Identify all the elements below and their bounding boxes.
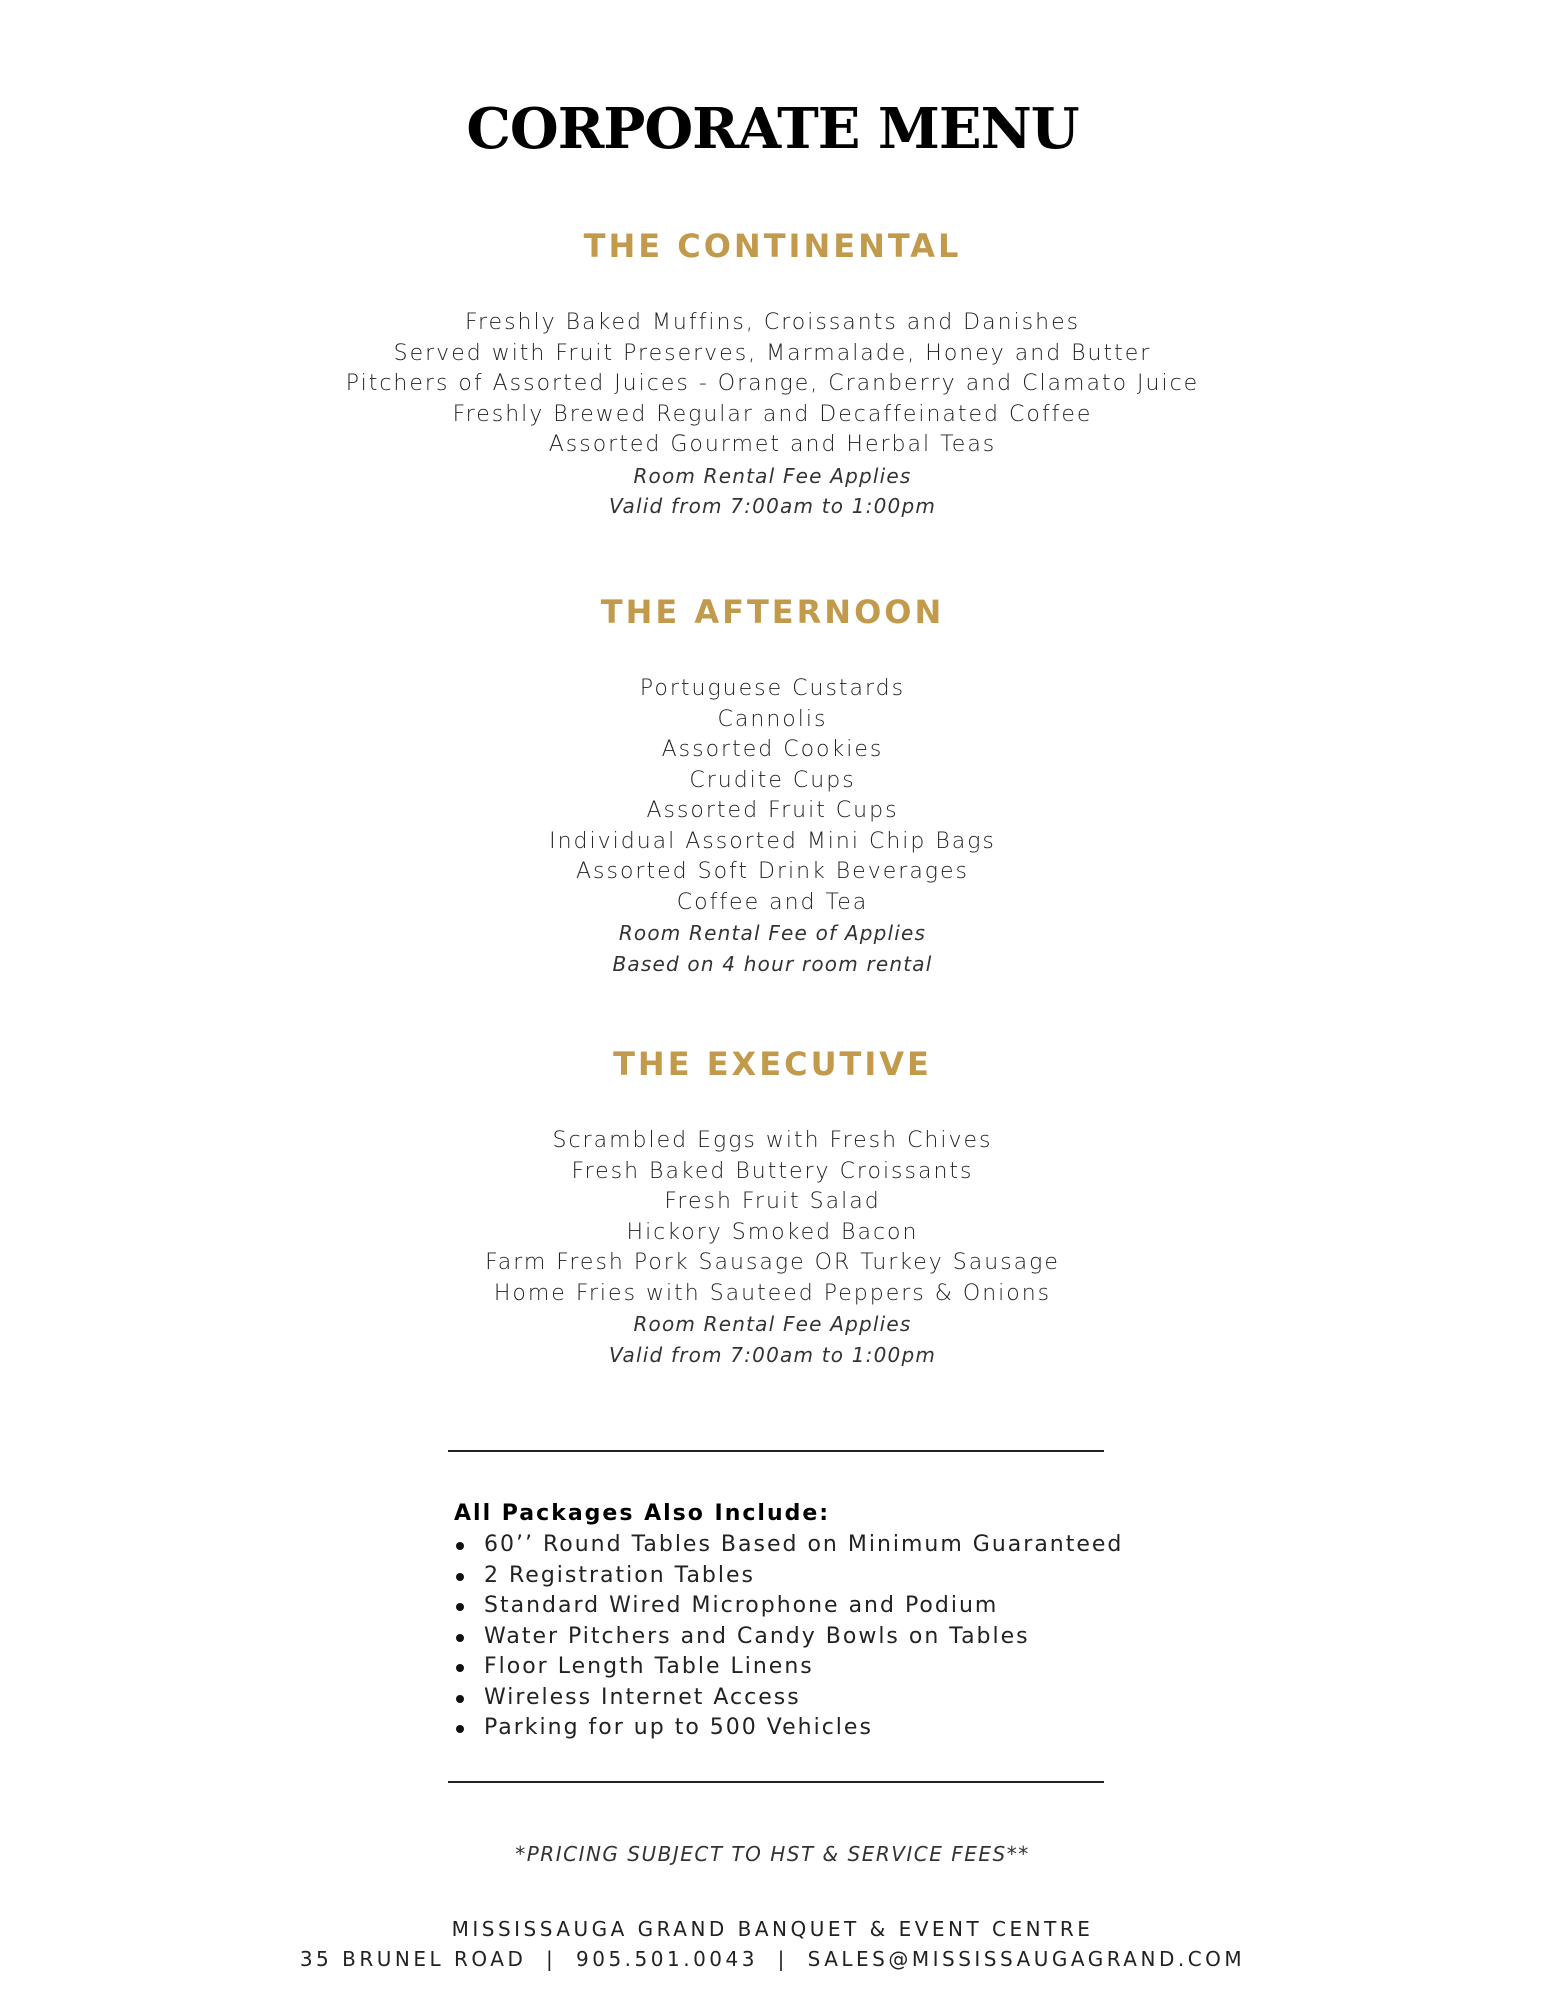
package-includes [454,1498,1134,1744]
menu-item: Assorted Soft Drink Beverages [576,859,969,884]
bullet-icon [456,1542,464,1550]
bullet-icon [456,1695,464,1703]
list-item-label: Standard Wired Microphone and Podium [484,1593,999,1618]
menu-item: Portuguese Custards [639,676,906,701]
list-item [454,1591,1134,1622]
menu-note: Room Rental Fee Applies [633,1312,912,1336]
menu-item: Served with Fruit Preserves, Marmalade, Honey and Butter [393,340,1152,366]
list-item-label: Water Pitchers and Candy Bowls on Tables [484,1623,1030,1649]
menu-items [0,1126,1545,1370]
menu-item: Coffee and Tea [676,889,869,915]
menu-item: Hickory Smoked Bacon [626,1219,919,1245]
menu-item: Freshly Baked Muffins, Croissants and Danishes [464,310,1081,335]
bullet-icon [456,1603,464,1611]
page-title: CORPORATE MENU [466,96,1079,162]
list-item [454,1530,1134,1561]
menu-item: Pitchers of Assorted Juices - Orange, Cranberry and Clamato Juice [345,371,1200,396]
footer-contact: 35 BRUNEL ROAD | 905.501.0043 | SALES@MISSISSAUGAGRAND.COM [299,1947,1246,1971]
section-afternoon [0,592,1545,979]
menu-note: Room Rental Fee of Applies [618,921,927,945]
menu-note: Valid from 7:00am to 1:00pm [608,1342,937,1367]
menu-note: Valid from 7:00am to 1:00pm [608,494,937,518]
menu-item: Farm Fresh Pork Sausage OR Turkey Sausage [485,1250,1060,1275]
menu-item: Freshly Brewed Regular and Decaffeinated Coffee [452,401,1093,427]
divider-bottom [448,1781,1104,1783]
divider-top [448,1450,1104,1452]
menu-item: Individual Assorted Mini Chip Bags [549,828,996,854]
menu-item: Fresh Fruit Salad [664,1189,881,1214]
menu-item: Cannolis [717,706,828,732]
list-item-label: Parking for up to 500 Vehicles [484,1715,873,1740]
includes-heading: All Packages Also Include: [454,1501,831,1526]
bullet-icon [456,1634,464,1642]
list-item-label: Floor Length Table Linens [484,1654,814,1679]
menu-items [0,674,1545,979]
list-item [454,1652,1134,1683]
includes-list [454,1530,1134,1744]
section-heading: THE EXECUTIVE [613,1045,932,1083]
menu-item: Fresh Baked Buttery Croissants [571,1158,974,1184]
menu-note: Based on 4 hour room rental [612,951,933,976]
bullet-icon [456,1725,464,1733]
menu-item: Crudite Cups [689,767,856,793]
bullet-icon [456,1664,464,1672]
list-item-label: Wireless Internet Access [484,1684,801,1710]
footer [0,1914,1545,1974]
list-item [454,1713,1134,1744]
menu-note: Room Rental Fee Applies [633,463,912,488]
menu-item: Assorted Cookies [661,737,884,762]
section-heading: THE AFTERNOON [600,593,945,631]
menu-item: Home Fries with Sauteed Peppers & Onions [493,1280,1052,1306]
menu-item: Scrambled Eggs with Fresh Chives [552,1128,993,1153]
bullet-icon [456,1573,464,1581]
list-item [454,1622,1134,1653]
footer-venue: MISSISSAUGA GRAND BANQUET & EVENT CENTRE [451,1917,1094,1941]
list-item [454,1683,1134,1714]
list-item-label: 2 Registration Tables [484,1562,756,1588]
pricing-disclaimer: *PRICING SUBJECT TO HST & SERVICE FEES** [515,1842,1030,1866]
section-heading: THE CONTINENTAL [583,227,962,265]
list-item-label: 60’’ Round Tables Based on Minimum Guaranteed [484,1532,1124,1557]
menu-item: Assorted Gourmet and Herbal Teas [548,432,997,457]
menu-item: Assorted Fruit Cups [646,798,899,823]
section-continental [0,226,1545,522]
list-item [454,1561,1134,1592]
menu-items [0,308,1545,522]
section-executive [0,1044,1545,1370]
